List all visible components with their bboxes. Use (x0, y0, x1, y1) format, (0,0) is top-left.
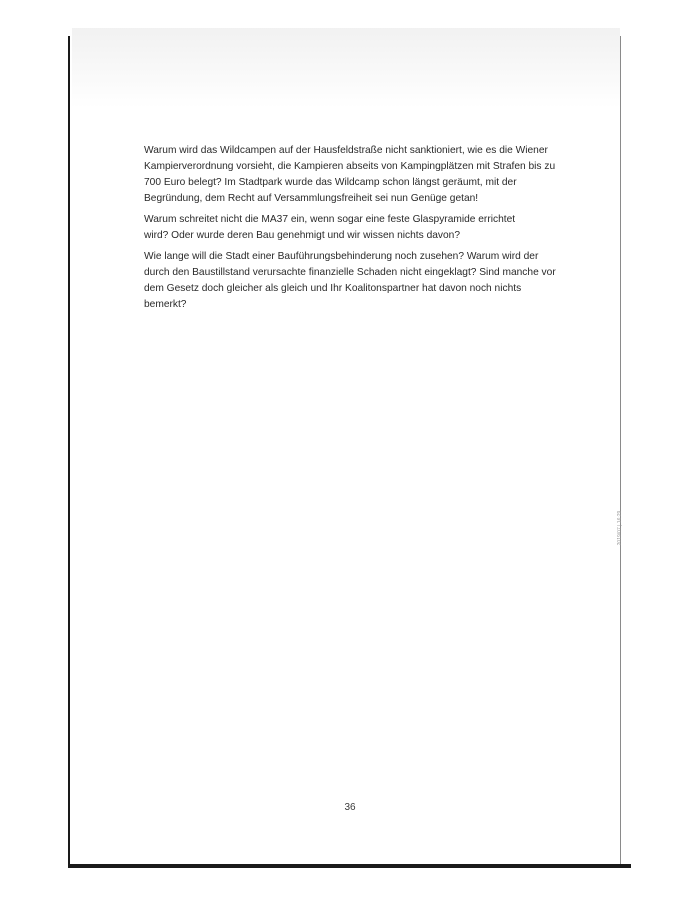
text-line: Warum schreitet nicht die MA37 ein, wenn sogar eine feste Glaspyramide errichtet (144, 214, 516, 225)
text-line: wird? Oder wurde deren Bau genehmigt und wir wissen nichts davon? (144, 230, 460, 241)
text-line: durch den Baustillstand verursachte finanzielle Schaden nicht eingeklagt? Sind manche vor (144, 267, 556, 278)
page-number: 36 (344, 802, 356, 813)
paragraph-ma37 (144, 212, 584, 244)
margin-stamp: 2019/07 | 16:29 (617, 510, 623, 546)
page-edge-bottom (68, 864, 631, 868)
text-line: Kampierverordnung vorsieht, die Kampieren abseits von Kampingplätzen mit Strafen bis zu (144, 161, 556, 172)
text-line: bemerkt? (144, 299, 187, 310)
page-edge-left (68, 36, 70, 868)
page-edge-right (620, 36, 621, 866)
paragraph-wildcampen (144, 143, 584, 207)
text-line: dem Gesetz doch gleicher als gleich und Ihr Koalitonspartner hat davon noch nichts (144, 283, 522, 294)
paragraph-baufuehrung (144, 249, 584, 313)
text-line: Begründung, dem Recht auf Versammlungsfreiheit sei nun Genüge getan! (144, 193, 479, 204)
text-line: Wie lange will die Stadt einer Bauführungsbehinderung noch zusehen? Warum wird der (144, 251, 539, 262)
scan-shading (72, 28, 620, 108)
text-line: Warum wird das Wildcampen auf der Hausfeldstraße nicht sanktioniert, wie es die Wiener (144, 145, 548, 156)
document-body (144, 143, 584, 318)
text-line: 700 Euro belegt? Im Stadtpark wurde das Wildcamp schon längst geräumt, mit der (144, 177, 517, 188)
